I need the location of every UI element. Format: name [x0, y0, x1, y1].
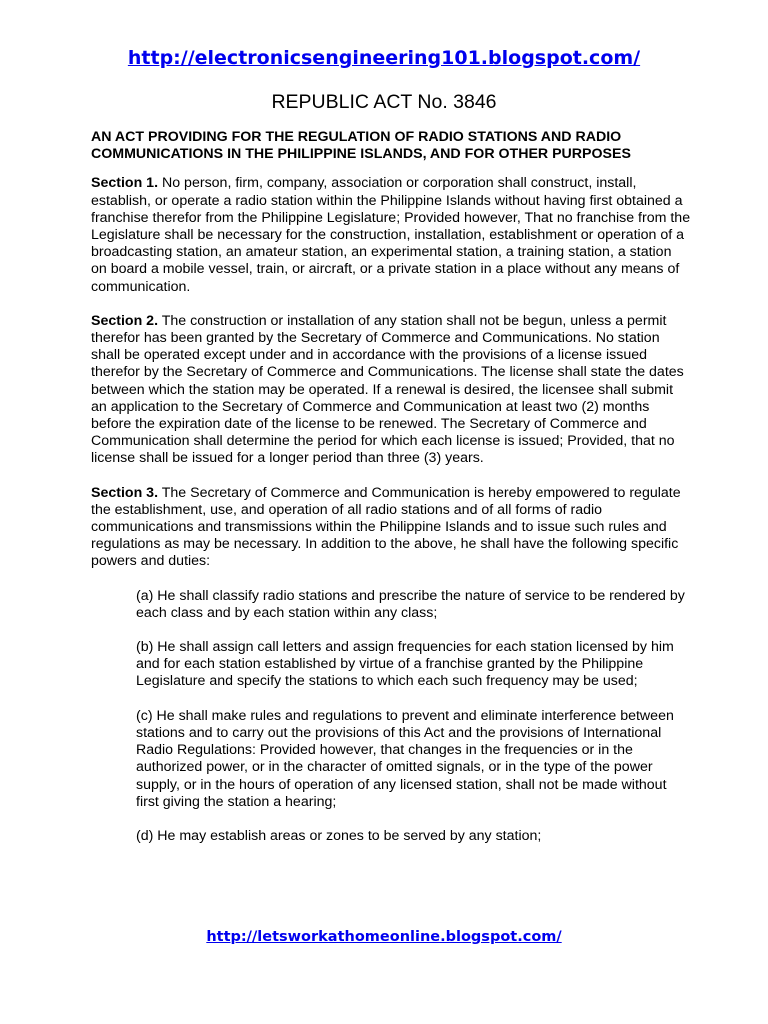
document-subtitle: AN ACT PROVIDING FOR THE REGULATION OF RADIO STATIONS AND RADIO COMMUNICATIONS IN THE PHILIPPINE ISLANDS, AND FOR OTHER PURPOSES [91, 129, 631, 163]
section-text: The construction or installation of any station shall not be begun, unless a permit therefor has been granted by the Secretary of Commerce and Communications. No station shall be operated except under and in accordance with the provisions of a license issued therefor by the Secretary of Commerce and Communications. The license shall state the dates between which the station may be operated. If a renewal is desired, the licensee shall submit an application to the Secretary of Commerce and Communication at least two (2) months before the expiration date of the license to be renewed. The Secretary of Commerce and Communication shall determine the period for which each license is issued; Provided, that no license shall be issued for a longer period than three (3) years. [91, 312, 684, 467]
section-2 [91, 313, 691, 468]
duty-d: (d) He may establish areas or zones to be served by any station; [136, 827, 542, 844]
document-title: REPUBLIC ACT No. 3846 [271, 91, 497, 113]
section-text: No person, firm, company, association or corporation shall construct, install, establish, or operate a radio station within the Philippine Islands without having first obtained a franchise therefor from the Philippine Legislature; Provided however, That no franchise from the Legislature shall be necessary for the construction, installation, establishment or operation of a broadcasting station, an amateur station, an experimental station, a training station, a station on board a mobile vessel, train, or aircraft, or a private station in a place without any means of communication. [91, 175, 691, 295]
footer-link[interactable]: http://letsworkathomeonline.blogspot.com/ [206, 929, 562, 945]
header-link[interactable]: http://electronicsengineering101.blogspot.com/ [127, 47, 641, 69]
section-3 [91, 485, 691, 571]
section-1 [91, 175, 691, 295]
section-label: Section 2. [91, 312, 159, 329]
document-body [91, 129, 691, 862]
section-text: The Secretary of Commerce and Communication is hereby empowered to regulate the establishment, use, and operation of all radio stations and of all forms of radio communications and transmissions within the Philippine Islands and to issue such rules and regulations as may be necessary. In addition to the above, he shall have the following specific powers and duties: [91, 484, 681, 570]
duty-c: (c) He shall make rules and regulations to prevent and eliminate interference between stations and to carry out the provisions of this Act and the provisions of International Radio Regulations: Provided however, that changes in the frequencies or in the authorized power, or in the character of omitted signals, or in the type of the power supply, or in the hours of operation of any licensed station, shall not be made without first giving the station a hearing; [136, 707, 674, 810]
section-label: Section 1. [91, 175, 159, 192]
duty-b: (b) He shall assign call letters and assign frequencies for each station licensed by him and for each station established by virtue of a franchise granted by the Philippine Legislature and specify the stations to which each such frequency may be used; [136, 639, 674, 690]
duty-a: (a) He shall classify radio stations and prescribe the nature of service to be rendered by each class and by each station within any class; [136, 587, 685, 621]
section-label: Section 3. [91, 484, 159, 501]
